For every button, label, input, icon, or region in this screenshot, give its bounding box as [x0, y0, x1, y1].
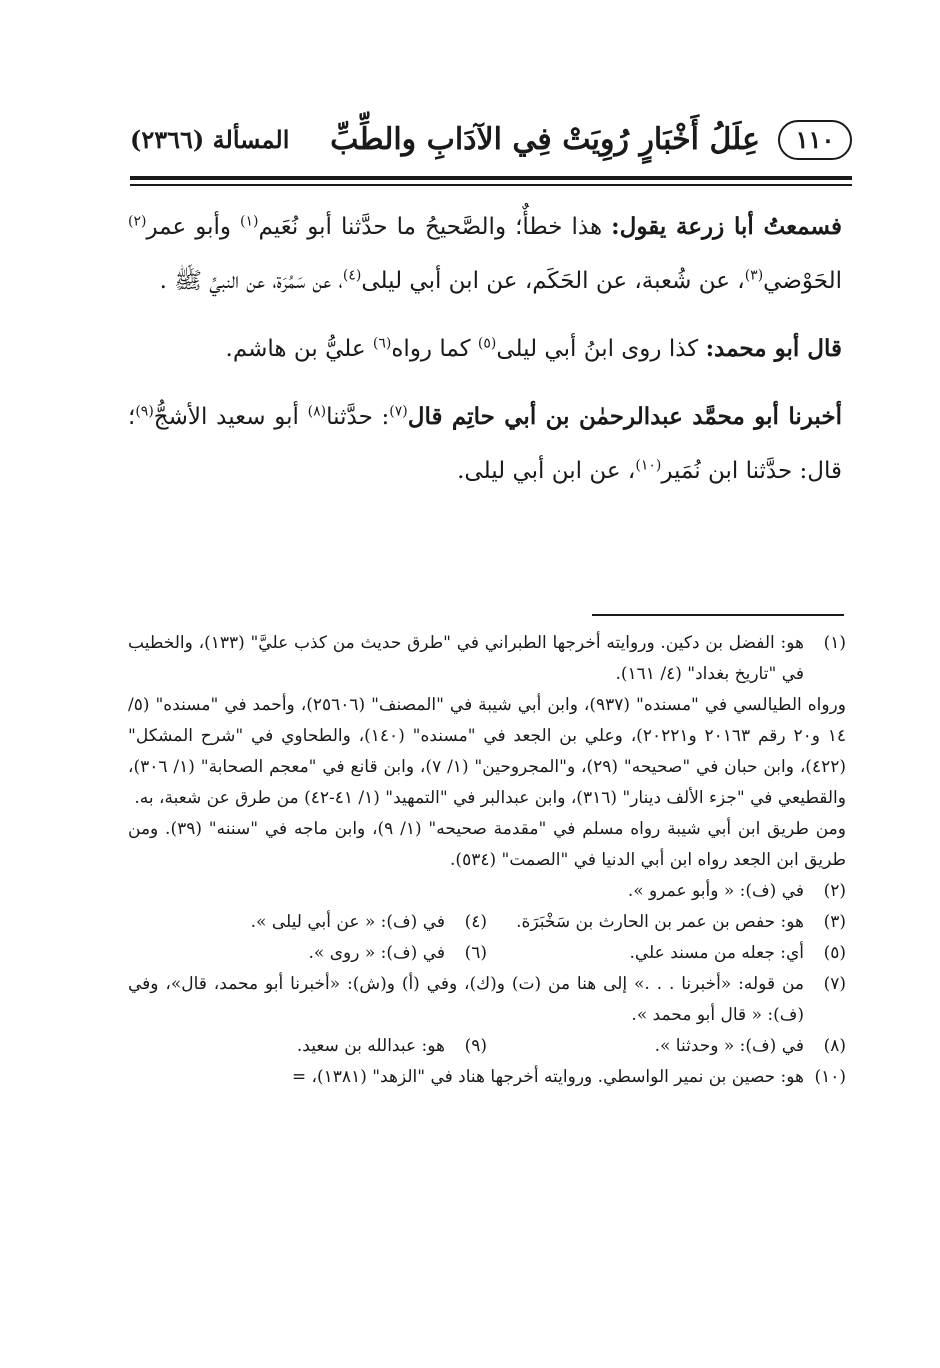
text-run: : حدَّثنا [326, 404, 390, 430]
issue-label: المسألة (٢٣٦٦) [130, 125, 290, 154]
footnote-ref: (٢) [128, 213, 147, 230]
footnote-ref: (١) [240, 213, 259, 230]
paragraph-3 [128, 390, 842, 498]
footnote-ref: (١٠) [635, 457, 662, 474]
paragraph-1 [128, 200, 842, 308]
footnote-text: من قوله: «أخبرنا . . .» إلى هنا من (ت) و(ك)، وفي (أ) و(ش): «أخبرنا أبو محمد، قال»، وفي (ف): « قال أبو محمد ». [128, 974, 804, 1025]
footnote-text [128, 628, 804, 690]
footnote-text: هو: حفص بن عمر بن الحارث بن سَخْبَرَة. [516, 912, 804, 932]
text-run: كذا روى ابنُ أبي ليلى [496, 336, 706, 362]
text-run: كما رواه [391, 336, 478, 362]
footnote-text: أي: جعله من مسند علي. [629, 943, 804, 963]
footnote-10 [128, 1062, 846, 1093]
footnote-row-8-9 [128, 1031, 846, 1062]
footnote-line: ومن طريق ابن أبي شيبة رواه مسلم في "مقدمة صحيحه" (١/ ٩)، وابن ماجه في "سننه" (٣٩). ومن طريق ابن الجعد رواه ابن أبي الدنيا في "الصمت" (٥٣٤). [128, 819, 846, 870]
paragraph-2 [128, 322, 842, 376]
text-run: عليُّ بن هاشم. [225, 336, 373, 362]
footnote-7 [128, 969, 846, 1031]
footnote-text: هو: حصين بن نمير الواسطي. وروايته أخرجها هناد في "الزهد" (١٣٨١)، = [291, 1067, 804, 1087]
footnote-number: (٦) [464, 943, 487, 963]
footnote-4 [128, 907, 487, 938]
header-rule-thin [130, 184, 852, 186]
footnote-number: (٧) [823, 974, 846, 994]
paragraph-lead: أخبرنا أبو محمَّد عبدالرحمٰن بن أبي حاتِم قال [407, 403, 842, 430]
footnote-number: (٣) [823, 912, 846, 932]
footnote-row-3-4 [128, 907, 846, 938]
footnote-number: (١) [823, 633, 846, 653]
footnotes [128, 628, 846, 1093]
footnote-number: (١٠) [814, 1067, 846, 1087]
book-title: عِلَلُ أَخْبَارٍ رُوِيَتْ فِي الآدَابِ والطِّبِّ [330, 122, 760, 157]
footnote-text: في (ف): « وحدثنا ». [654, 1036, 804, 1056]
main-text [128, 200, 842, 512]
footnote-line: هو: الفضل بن دكين. وروايته أخرجها الطبراني في "طرق حديث من كذب عليَّ" (١٣٣)، والخطيب في "تاريخ بغداد" (٤/ ١٦١). [128, 633, 804, 684]
footnote-9 [128, 1031, 487, 1062]
footnote-separator [592, 614, 844, 616]
footnote-number: (٤) [464, 912, 487, 932]
footnote-1 [128, 628, 846, 690]
footnote-number: (٨) [823, 1036, 846, 1056]
text-run: وأبو عمر [146, 214, 241, 240]
footnote-row-5-6 [128, 938, 846, 969]
footnote-ref: (٣) [744, 267, 764, 284]
paragraph-lead: فسمعتُ أبا زرعة يقول: [611, 213, 842, 240]
footnote-ref: (٧) [389, 403, 408, 420]
footnote-number: (٩) [464, 1036, 487, 1056]
footnote-ref: (٩) [135, 403, 154, 420]
footnote-ref: (٦) [372, 335, 392, 352]
footnote-text: هو: عبدالله بن سعيد. [296, 1036, 445, 1056]
text-run: ، عن سَمُرَة، عن النبيِّ ﷺ . [159, 268, 343, 294]
footnote-text: في (ف): « وأبو عمرو ». [627, 881, 804, 901]
paragraph-lead: قال أبو محمد: [705, 335, 842, 362]
footnote-3 [487, 907, 846, 938]
text-run: هذا خطأٌ؛ والصَّحيحُ ما حدَّثنا أبو نُعَيم [258, 214, 612, 240]
header-rule-thick [130, 176, 852, 180]
footnote-number: (٥) [823, 943, 846, 963]
text-run: ، عن ابن أبي ليلى. [457, 458, 636, 484]
footnote-ref: (٨) [307, 403, 327, 420]
footnote-2 [128, 876, 846, 907]
page-number: ١١٠ [778, 120, 852, 160]
footnote-text: في (ف): « روى ». [308, 943, 445, 963]
footnote-6 [128, 938, 487, 969]
footnote-line: ورواه الطيالسي في "مسنده" (٩٣٧)، وابن أبي شيبة في "المصنف" (٢٥٦٠٦)، وأحمد في "مسنده" (٥/ ١٤ و٢٠ رقم ٢٠١٦٣ و٢٠٢٢١)، وعلي بن الجعد في "مسنده" (١٤٠)، والطحاوي في "شرح المشكل" (٤٢٢)، وابن حبان في "صحيحه" (٢٩)، و"المجروحين" (١/ ٧)، وابن قانع في "معجم الصحابة" (١/ ٣٠٦)، والقطيعي في "جزء الألف دينار" (٣١٦)، وابن عبدالبر في "التمهيد" (١/ ٤١-٤٢) من طرق عن شعبة، به. [128, 695, 846, 808]
text-run: ؛ قال: حدَّثنا ابن نُمَير [128, 404, 842, 484]
footnote-8 [487, 1031, 846, 1062]
footnote-text: في (ف): « عن أبي ليلى ». [250, 912, 445, 932]
page-header [120, 118, 852, 168]
footnote-number: (٢) [823, 881, 846, 901]
text-run: أبو سعيد الأشجُّ [153, 404, 308, 430]
footnote-ref: (٤) [342, 267, 362, 284]
text-run: ، عن شُعبة، عن الحَكَم، عن ابن أبي ليلى [361, 268, 745, 294]
footnote-5 [487, 938, 846, 969]
footnote-ref: (٥) [477, 335, 497, 352]
text-run: الحَوْضي [763, 268, 842, 294]
